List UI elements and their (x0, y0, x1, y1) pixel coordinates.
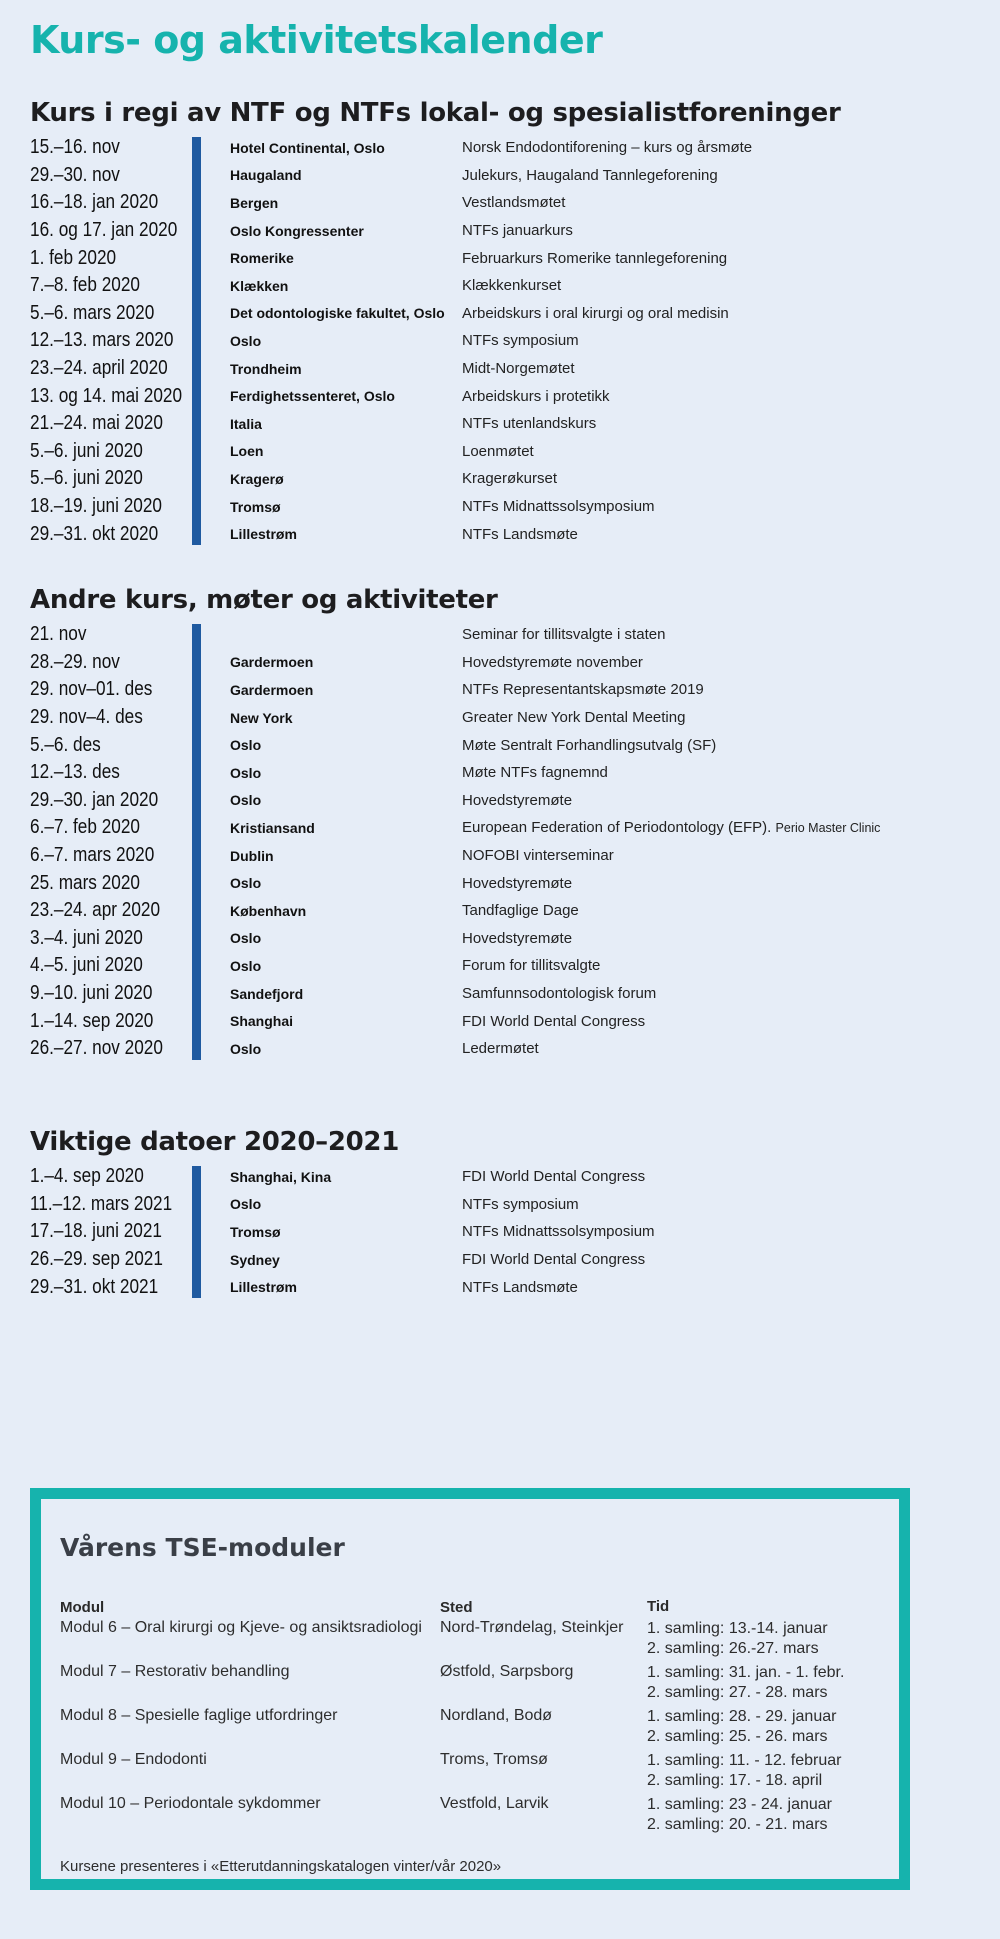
event-date: 16.–18. jan 2020 (30, 191, 159, 214)
event-name (462, 250, 727, 267)
tse-sted: Troms, Tromsø (440, 1751, 548, 1768)
event-name (462, 764, 608, 781)
event-place: Det odontologiske fakultet, Oslo (230, 305, 445, 322)
event-name (462, 415, 596, 432)
event-date: 15.–16. nov (30, 136, 120, 159)
event-place: Sandefjord (230, 985, 304, 1002)
event-date: 1.–4. sep 2020 (30, 1165, 144, 1188)
event-name-text: Greater New York Dental Meeting (462, 709, 686, 727)
event-place: Lillestrøm (230, 1279, 297, 1296)
tse-tid-first: 1. samling: 23 - 24. januar (647, 1796, 832, 1813)
event-place: Italia (230, 415, 262, 432)
tse-tid-second: 2. samling: 25. - 26. mars (647, 1728, 828, 1745)
calendar-row (30, 189, 970, 217)
event-name-text: Arbeidskurs i protetikk (462, 387, 610, 405)
event-name (462, 1251, 645, 1268)
calendar-row (30, 621, 970, 649)
event-name-text: NTFs symposium (462, 1195, 579, 1213)
event-date: 4.–5. juni 2020 (30, 954, 143, 977)
event-name-text: NTFs symposium (462, 332, 579, 350)
event-name (462, 167, 718, 184)
event-name-text: Kragerøkurset (462, 470, 558, 488)
event-name-text: Midt-Norgemøtet (462, 360, 575, 378)
calendar-row (30, 244, 970, 272)
event-place: Oslo Kongressenter (230, 222, 364, 239)
calendar-row (30, 465, 970, 493)
event-name-text: Forum for tillitsvalgte (462, 957, 601, 975)
event-name (462, 902, 579, 919)
calendar-row (30, 410, 970, 438)
calendar-row (30, 300, 970, 328)
tse-tid-second: 2. samling: 20. - 21. mars (647, 1816, 828, 1833)
event-name (462, 709, 685, 726)
event-date: 5.–6. mars 2020 (30, 301, 155, 324)
event-date: 5.–6. des (30, 733, 101, 756)
tse-row (60, 1795, 900, 1839)
event-place: Gardermoen (230, 681, 314, 698)
event-date: 7.–8. feb 2020 (30, 274, 140, 297)
calendar-list (30, 134, 970, 548)
event-name (462, 847, 614, 864)
calendar-row (30, 217, 970, 245)
event-date: 6.–7. feb 2020 (30, 816, 140, 839)
event-name-text: Klækkenkurset (462, 277, 562, 295)
event-name-text: NTFs Midnattssolsymposium (462, 1223, 655, 1241)
event-name-text: Hovedstyremøte november (462, 653, 643, 671)
calendar-row (30, 162, 970, 190)
header-modul: Modul (60, 1598, 105, 1616)
event-date: 23.–24. april 2020 (30, 357, 168, 380)
event-date: 3.–4. juni 2020 (30, 926, 143, 949)
event-name-text: NTFs Representantskapsmøte 2019 (462, 681, 704, 699)
tse-row (60, 1751, 900, 1795)
event-place: Oslo (230, 792, 262, 809)
event-name-text: Norsk Endodontiforening – kurs og årsmøte (462, 139, 753, 157)
event-date: 28.–29. nov (30, 650, 120, 673)
event-name-text: FDI World Dental Congress (462, 1168, 646, 1186)
event-place: Oslo (230, 332, 262, 349)
event-name (462, 222, 573, 239)
event-date: 5.–6. juni 2020 (30, 467, 143, 490)
event-name-text: Møte NTFs fagnemnd (462, 764, 608, 782)
calendar-row (30, 897, 970, 925)
event-name (462, 681, 704, 698)
event-name-text: NTFs Landsmøte (462, 525, 578, 543)
event-place: New York (230, 709, 293, 726)
tse-tid-second: 2. samling: 26.-27. mars (647, 1640, 819, 1657)
event-name (462, 139, 752, 156)
calendar-row (30, 952, 970, 980)
event-name (462, 957, 600, 974)
tse-modul: Modul 7 – Restorativ behandling (60, 1663, 290, 1680)
event-name (462, 360, 575, 377)
event-date: 9.–10. juni 2020 (30, 982, 153, 1005)
event-name-text: NOFOBI vinterseminar (462, 847, 614, 865)
tse-tid-second: 2. samling: 27. - 28. mars (647, 1684, 828, 1701)
tse-sted: Vestfold, Larvik (440, 1795, 549, 1812)
event-place: Tromsø (230, 498, 281, 515)
event-place: Gardermoen (230, 654, 314, 671)
calendar-row (30, 676, 970, 704)
tse-modul: Modul 6 – Oral kirurgi og Kjeve- og ansiktsradiologi (60, 1619, 422, 1636)
tse-tid-first: 1. samling: 13.-14. januar (647, 1620, 828, 1637)
tse-tid (647, 1663, 887, 1703)
calendar-row (30, 925, 970, 953)
event-place: Oslo (230, 1196, 262, 1213)
event-date: 25. mars 2020 (30, 871, 140, 894)
event-name (462, 1013, 645, 1030)
event-date: 18.–19. juni 2020 (30, 495, 162, 518)
event-place: Shanghai, Kina (230, 1168, 332, 1185)
event-date: 6.–7. mars 2020 (30, 844, 155, 867)
tse-footer-note: Kursene presenteres i «Etterutdanningskatalogen vinter/vår 2020» (60, 1858, 502, 1875)
event-name-text: Hovedstyremøte (462, 929, 573, 947)
event-date: 21.–24. mai 2020 (30, 412, 163, 435)
section-important-dates (30, 1127, 970, 1301)
event-name-text: NTFs Midnattssolsymposium (462, 498, 655, 516)
event-place: Romerike (230, 250, 294, 267)
event-name-text: Arbeidskurs i oral kirurgi og oral medisin (462, 304, 729, 322)
event-name (462, 626, 665, 643)
event-place: Oslo (230, 764, 262, 781)
event-date: 29. nov–4. des (30, 706, 143, 729)
event-date: 1.–14. sep 2020 (30, 1009, 154, 1032)
event-place: Bergen (230, 194, 279, 211)
event-name-text: FDI World Dental Congress (462, 1012, 646, 1030)
calendar-row (30, 704, 970, 732)
event-name-text: Tandfaglige Dage (462, 902, 579, 920)
event-name (462, 498, 655, 515)
calendar-list (30, 621, 970, 1063)
event-date: 12.–13. mars 2020 (30, 329, 174, 352)
calendar-row (30, 842, 970, 870)
event-place: Lillestrøm (230, 526, 297, 543)
event-name-text: Hovedstyremøte (462, 874, 573, 892)
event-name-text: Loenmøtet (462, 442, 534, 460)
section-title: Viktige datoer 2020–2021 (30, 1127, 399, 1157)
calendar-row (30, 814, 970, 842)
event-name (462, 985, 656, 1002)
event-name-text: NTFs januarkurs (462, 222, 573, 240)
event-place: Hotel Continental, Oslo (230, 139, 385, 156)
tse-tid-first: 1. samling: 28. - 29. januar (647, 1708, 837, 1725)
calendar-row (30, 355, 970, 383)
event-name (462, 819, 880, 836)
calendar-row (30, 731, 970, 759)
event-date: 29.–30. nov (30, 163, 120, 186)
tse-row (60, 1707, 900, 1751)
tse-title: Vårens TSE-moduler (60, 1533, 345, 1562)
tse-tid (647, 1795, 887, 1835)
event-name-text: Hovedstyremøte (462, 791, 573, 809)
tse-tid-second: 2. samling: 17. - 18. april (647, 1772, 823, 1789)
event-place: Oslo (230, 1040, 262, 1057)
calendar-row (30, 1163, 970, 1191)
page-title: Kurs- og aktivitetskalender (30, 18, 603, 62)
section-other-activities (30, 585, 970, 1063)
event-name (462, 1040, 539, 1057)
event-name-text: FDI World Dental Congress (462, 1251, 646, 1269)
event-name (462, 305, 729, 322)
event-name (462, 875, 572, 892)
tse-modules-box (30, 1488, 910, 1890)
event-name-text: Februarkurs Romerike tannlegeforening (462, 249, 728, 267)
event-name-text: European Federation of Periodontology (EFP). (462, 819, 772, 837)
event-date: 29.–31. okt 2020 (30, 522, 159, 545)
event-name (462, 737, 716, 754)
event-name-text: Samfunnsodontologisk forum (462, 985, 657, 1003)
calendar-row (30, 787, 970, 815)
calendar-row (30, 134, 970, 162)
calendar-row (30, 1273, 970, 1301)
event-date: 5.–6. juni 2020 (30, 439, 143, 462)
tse-sted: Nordland, Bodø (440, 1707, 553, 1724)
event-name (462, 388, 610, 405)
event-date: 11.–12. mars 2021 (30, 1192, 173, 1215)
section-title: Kurs i regi av NTF og NTFs lokal- og spesialistforeninger (30, 98, 841, 128)
event-place: Sydney (230, 1251, 280, 1268)
event-name-text: Ledermøtet (462, 1040, 539, 1058)
calendar-row (30, 493, 970, 521)
calendar-row (30, 438, 970, 466)
event-date: 13. og 14. mai 2020 (30, 384, 183, 407)
event-date: 29.–31. okt 2021 (30, 1275, 159, 1298)
event-name-text: Julekurs, Haugaland Tannlegeforening (462, 166, 718, 184)
calendar-row (30, 272, 970, 300)
tse-sted: Nord-Trøndelag, Steinkjer (440, 1619, 624, 1636)
calendar-row (30, 759, 970, 787)
event-date: 21. nov (30, 623, 87, 646)
tse-row (60, 1663, 900, 1707)
tse-table (60, 1595, 900, 1839)
calendar-row (30, 382, 970, 410)
tse-tid (647, 1751, 887, 1791)
event-date: 16. og 17. jan 2020 (30, 219, 178, 242)
event-name (462, 1168, 645, 1185)
event-place: Klækken (230, 277, 289, 294)
event-place: Haugaland (230, 167, 302, 184)
event-name (462, 194, 565, 211)
tse-row (60, 1619, 900, 1663)
event-name (462, 1279, 578, 1296)
event-place: Loen (230, 443, 264, 460)
calendar-row (30, 327, 970, 355)
calendar-row (30, 649, 970, 677)
event-place: Oslo (230, 957, 262, 974)
event-place: København (230, 902, 307, 919)
event-name (462, 792, 572, 809)
event-place: Shanghai (230, 1013, 294, 1030)
calendar-list (30, 1163, 970, 1301)
event-name (462, 526, 578, 543)
event-name (462, 332, 579, 349)
event-place: Tromsø (230, 1223, 281, 1240)
event-name (462, 277, 561, 294)
tse-tid (647, 1707, 887, 1747)
event-place: Trondheim (230, 360, 302, 377)
event-name (462, 1196, 579, 1213)
event-date: 26.–29. sep 2021 (30, 1248, 163, 1271)
event-name-text: NTFs Landsmøte (462, 1278, 578, 1296)
tse-modul: Modul 8 – Spesielle faglige utfordringer (60, 1707, 338, 1724)
event-place: Kristiansand (230, 819, 315, 836)
calendar-row (30, 1191, 970, 1219)
header-tid: Tid (647, 1598, 670, 1615)
event-place: Oslo (230, 875, 262, 892)
event-date: 12.–13. des (30, 761, 120, 784)
tse-modul: Modul 9 – Endodonti (60, 1751, 207, 1768)
event-date: 23.–24. apr 2020 (30, 899, 161, 922)
tse-tid (647, 1619, 887, 1659)
event-name-text: NTFs utenlandskurs (462, 415, 597, 433)
tse-modul: Modul 10 – Periodontale sykdommer (60, 1795, 321, 1812)
event-place: Kragerø (230, 470, 284, 487)
event-place: Ferdighetssenteret, Oslo (230, 388, 395, 405)
calendar-row (30, 869, 970, 897)
event-name-text: Vestlandsmøtet (462, 194, 566, 212)
calendar-row (30, 1007, 970, 1035)
event-name (462, 654, 643, 671)
event-name (462, 1223, 655, 1240)
calendar-row (30, 980, 970, 1008)
tse-header-row (60, 1595, 900, 1619)
event-name-text: Møte Sentralt Forhandlingsutvalg (SF) (462, 736, 717, 754)
section-ntf-courses (30, 98, 970, 548)
event-name-text: Seminar for tillitsvalgte i staten (462, 626, 666, 644)
event-date: 29.–30. jan 2020 (30, 788, 159, 811)
event-name (462, 443, 534, 460)
event-date: 29. nov–01. des (30, 678, 153, 701)
tse-tid-first: 1. samling: 11. - 12. februar (647, 1752, 842, 1769)
event-date: 1. feb 2020 (30, 246, 117, 269)
event-name-small: Perio Master Clinic (775, 821, 881, 836)
calendar-row (30, 1035, 970, 1063)
calendar-row (30, 1218, 970, 1246)
section-title: Andre kurs, møter og aktiviteter (30, 585, 498, 615)
event-place: Oslo (230, 930, 262, 947)
header-sted: Sted (440, 1598, 473, 1616)
calendar-row (30, 520, 970, 548)
event-date: 26.–27. nov 2020 (30, 1037, 163, 1060)
calendar-row (30, 1246, 970, 1274)
event-date: 17.–18. juni 2021 (30, 1220, 162, 1243)
event-name (462, 470, 557, 487)
tse-tid-first: 1. samling: 31. jan. - 1. febr. (647, 1664, 845, 1681)
event-place: Dublin (230, 847, 274, 864)
event-name (462, 930, 572, 947)
tse-sted: Østfold, Sarpsborg (440, 1663, 574, 1680)
event-place: Oslo (230, 737, 262, 754)
